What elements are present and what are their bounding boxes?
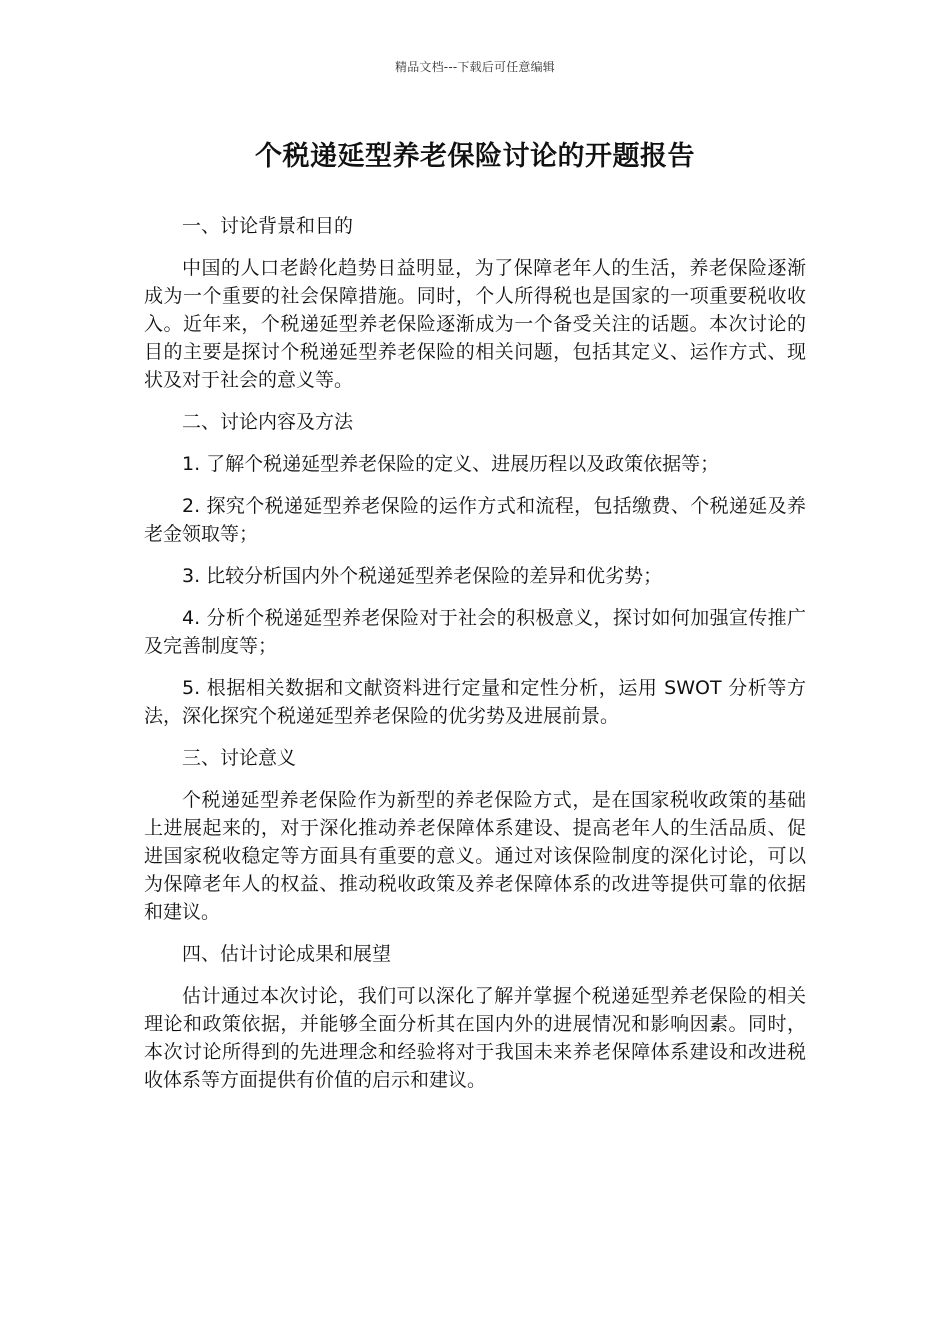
section-heading-background: 一、讨论背景和目的 bbox=[182, 215, 354, 237]
section-heading-content-method: 二、讨论内容及方法 bbox=[182, 411, 354, 433]
document-body bbox=[144, 212, 806, 1108]
list-item: 4. 分析个税递延型养老保险对于社会的积极意义，探讨如何加强宣传推广及完善制度等； bbox=[144, 607, 806, 657]
page-header-note: 精品文档---下载后可任意编辑 bbox=[395, 60, 555, 74]
paragraph-significance: 个税递延型养老保险作为新型的养老保险方式，是在国家税收政策的基础上进展起来的，对于深化推动养老保障体系建设、提高老年人的生活品质、促进国家税收稳定等方面具有重要的意义。通过对该保险制度的深化讨论，可以为保障老年人的权益、推动税收政策及养老保障体系的改进等提供可靠的依据和建议。 bbox=[144, 789, 806, 923]
list-item: 3. 比较分析国内外个税递延型养老保险的差异和优劣势； bbox=[182, 565, 663, 587]
list-item: 2. 探究个税递延型养老保险的运作方式和流程，包括缴费、个税递延及养老金领取等； bbox=[144, 495, 806, 545]
paragraph-outcomes: 估计通过本次讨论，我们可以深化了解并掌握个税递延型养老保险的相关理论和政策依据，并能够全面分析其在国内外的进展情况和影响因素。同时，本次讨论所得到的先进理念和经验将对于我国未来养老保障体系建设和改进税收体系等方面提供有价值的启示和建议。 bbox=[144, 985, 806, 1091]
document-title: 个税递延型养老保险讨论的开题报告 bbox=[255, 141, 695, 172]
list-item: 5. 根据相关数据和文献资料进行定量和定性分析，运用 SWOT 分析等方法，深化探究个税递延型养老保险的优劣势及进展前景。 bbox=[144, 677, 806, 727]
section-heading-outcomes: 四、估计讨论成果和展望 bbox=[182, 943, 392, 965]
paragraph-background: 中国的人口老龄化趋势日益明显，为了保障老年人的生活，养老保险逐渐成为一个重要的社会保障措施。同时，个人所得税也是国家的一项重要税收收入。近年来，个税递延型养老保险逐渐成为一个备受关注的话题。本次讨论的目的主要是探讨个税递延型养老保险的相关问题，包括其定义、运作方式、现状及对于社会的意义等。 bbox=[144, 257, 806, 391]
list-item: 1. 了解个税递延型养老保险的定义、进展历程以及政策依据等； bbox=[182, 453, 720, 475]
section-heading-significance: 三、讨论意义 bbox=[182, 747, 297, 769]
